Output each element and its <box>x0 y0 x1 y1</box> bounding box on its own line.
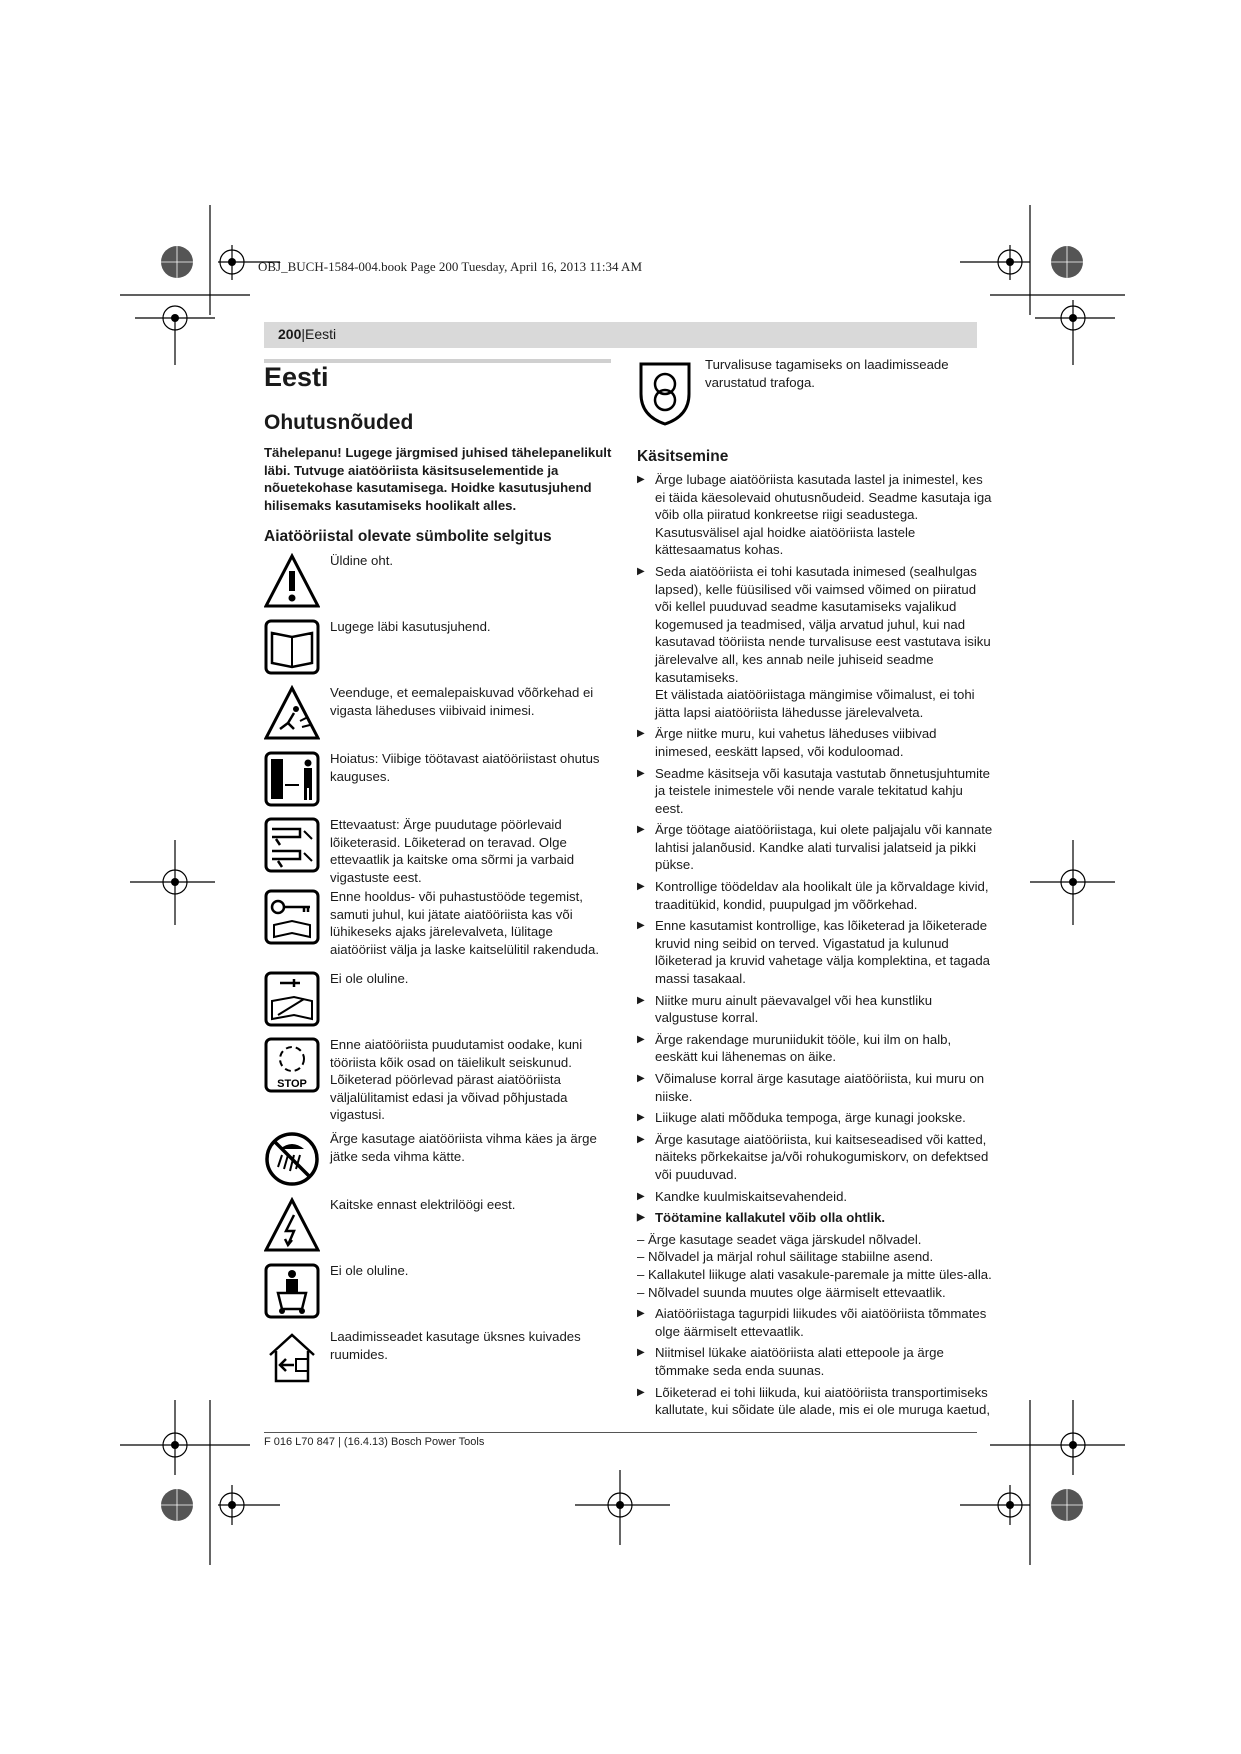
not-relevant-icon <box>264 971 320 1027</box>
list-item: ▶ Aiatööriistaga tagurpidi liikudes või aiatööriista tõmmates olge äärmiselt ettevaatlik. <box>637 1306 987 1339</box>
list-item: ▶ Seda aiatööriista ei tohi kasutada inimesed (sealhulgas lapsed), kelle füüsilised või vaimsed võimed on piiratud või kellel puuduvad seadme kasutamiseks vajalikud kogemused ja teadmised, välja arvatud juhul, kui nad kasutavad tööriista nende turvalisuse eest vastutava isiku järelevalve all, kes annab neile juhiseid seadme kasutamiseks. Et välistada aiatööriistaga mängimise võimalust, ei tohi jätta lapsi aiatööriista lähedusse järelevalveta. <box>637 563 991 720</box>
dash-item: – Kallakutel liikuge alati vasakule-paremale ja mitte üles-alla. <box>637 1266 992 1282</box>
list-item: ▶ Niitmisel lükake aiatööriista alati ettepoole ja ärge tõmmake seda enda suunas. <box>637 1345 944 1378</box>
symbol-text: Enne aiatööriista puudutamist oodake, kuni tööriista kõik osad on täielikult seiskunud. Lõiketerad pöörlevad pärast aiatööriista väljalülitamist edasi ja võivad põhjustada vigastusi. <box>330 1037 583 1123</box>
list-item: ▶ Ärge kasutage aiatööriista, kui kaitseseadised või katted, näiteks põrkekaitse ja/või rohukogumiskorv, on defektsed või puuduvad. <box>637 1131 989 1182</box>
symbol-text: Ei ole oluline. <box>330 1263 409 1278</box>
page-header-bar <box>264 322 977 348</box>
dash-item: – Ärge kasutage seadet väga järskudel nõlvadel. <box>637 1231 922 1247</box>
sharp-blades-icon <box>264 817 320 873</box>
svg-text:STOP: STOP <box>277 1078 307 1090</box>
list-item: ▶ Kontrollige töödeldav ala hoolikalt üle ja kõrvaldage kivid, traaditükid, kondid, puupulgad jm võõrkehad. <box>637 879 989 912</box>
symbols-heading: Aiatööriistal olevate sümbolite selgitus <box>264 528 552 545</box>
symbol-text: Ärge kasutage aiatööriista vihma käes ja ärge jätke seda vihma kätte. <box>330 1131 597 1164</box>
list-item: ▶ Ärge töötage aiatööriistaga, kui olete paljajalu või kannate lahtisi jalanõusid. Kandke alati turvalisi jalatseid ja pikki pükse. <box>637 822 993 873</box>
list-item: ▶ Töötamine kallakutel võib olla ohtlik. <box>637 1210 886 1226</box>
symbol-text: Laadimisseadet kasutage üksnes kuivades ruumides. <box>330 1329 581 1362</box>
list-item: ▶ Ärge niitke muru, kui vahetus läheduses viibivad inimesed, eeskätt lapsed, või koduloomad. <box>637 726 937 759</box>
stop-icon <box>264 1037 320 1093</box>
list-item: ▶ Enne kasutamist kontrollige, kas lõiketerad ja lõiketerade kruvid ning seibid on terved. Vigastatud ja kulunud lõiketerad ja kruvid vahetage välja komplektina, et tagada massi tasakaal. <box>637 918 991 987</box>
page-separator: | <box>301 326 305 342</box>
page-title: Eesti <box>264 362 329 392</box>
list-item: ▶ Võimaluse korral ärge kasutage aiatööriista, kui muru on niiske. <box>637 1071 985 1104</box>
list-item: ▶ Ärge lubage aiatööriista kasutada lastel ja inimestel, kes ei täida käesolevaid ohutusnõudeid. Seadme kasutaja iga võib olla piiratud konkreetse riigi seadustega. Kasutusvälisel ajal hoidke aiatööriista lastele kättesaamatus kohas. <box>637 472 992 558</box>
page-section: Eesti <box>305 326 337 342</box>
symbol-text: Lugege läbi kasutusjuhend. <box>330 619 491 634</box>
transformer-text: Turvalisuse tagamiseks on laadimisseade varustatud trafoga. <box>705 357 949 390</box>
page-number: 200 <box>278 326 302 342</box>
electric-shock-icon <box>264 1197 320 1253</box>
keep-distance-icon <box>264 751 320 807</box>
list-item: ▶ Lõiketerad ei tohi liikuda, kui aiatööriista transportimiseks kallutate, kui sõidate üle alade, mis ei ole muruga kaetud, <box>637 1384 991 1418</box>
list-item: ▶ Seadme käsitseja või kasutaja vastutab õnnetusjuhtumite ja teistele inimestele või nende varale tekitatud kahju eest. <box>637 765 991 816</box>
operator-icon <box>264 1263 320 1319</box>
symbol-text: Üldine oht. <box>330 553 394 568</box>
flying-debris-icon <box>264 685 320 741</box>
general-danger-icon <box>264 553 320 609</box>
safety-transformer-icon <box>637 358 693 428</box>
remove-key-icon <box>264 889 320 945</box>
list-item: ▶ Liikuge alati mõõduka tempoga, ärge kunagi jookske. <box>637 1110 966 1126</box>
footer-divider <box>264 1432 977 1433</box>
symbol-text: Ettevaatust: Ärge puudutage pöörlevaid lõiketerasid. Lõiketerad on teravad. Olge ettevaatlik ja kaitske oma sõrmi ja varbaid vigastuste eest. <box>330 817 575 885</box>
dash-item: – Nõlvadel suunda muutes olge äärmiselt ettevaatlik. <box>637 1284 946 1300</box>
section-heading: Ohutusnõuded <box>264 411 414 434</box>
symbol-text: Kaitske ennast elektrilöögi eest. <box>330 1197 516 1212</box>
symbol-text: Enne hooldus- või puhastustööde tegemist, samuti juhul, kui jätate aiatööriista kas või lühikeseks ajaks järelevalveta, lülitage aiatööriist välja ja laske kaitselülitil rakenduda. <box>330 889 600 957</box>
read-manual-icon <box>264 619 320 675</box>
file-header: OBJ_BUCH-1584-004.book Page 200 Tuesday, April 16, 2013 11:34 AM <box>258 259 643 274</box>
list-item: ▶ Kandke kuulmiskaitsevahendeid. <box>637 1188 848 1204</box>
no-rain-icon <box>264 1131 320 1187</box>
symbol-text: Veenduge, et eemalepaiskuvad võõrkehad ei vigasta läheduses viibivaid inimesi. <box>330 685 594 718</box>
list-item: ▶ Ärge rakendage muruniidukit tööle, kui ilm on halb, eeskätt kui lähenemas on äike. <box>637 1031 952 1065</box>
list-item: ▶ Niitke muru ainult päevavalgel või hea kunstliku valgustuse korral. <box>637 992 933 1026</box>
handling-heading: Käsitsemine <box>637 448 729 465</box>
handling-list <box>637 471 995 1423</box>
page-footer: F 016 L70 847 | (16.4.13) Bosch Power Tools <box>264 1436 485 1448</box>
dash-item: – Nõlvadel ja märjal rohul säilitage stabiilne asend. <box>637 1249 934 1265</box>
symbol-text: Ei ole oluline. <box>330 971 409 986</box>
indoor-use-icon <box>264 1329 320 1385</box>
symbol-text: Hoiatus: Viibige töötavast aiatööriistast ohutus kauguses. <box>330 751 600 784</box>
warning-text: Tähelepanu! Lugege järgmised juhised tähelepanelikult läbi. Tutvuge aiatööriista käsitsuselementide ja nõuetekohase kasutamisega. Hoidke kasutusjuhend hilisemaks kasutamiseks hoolikalt alles. <box>264 445 612 513</box>
